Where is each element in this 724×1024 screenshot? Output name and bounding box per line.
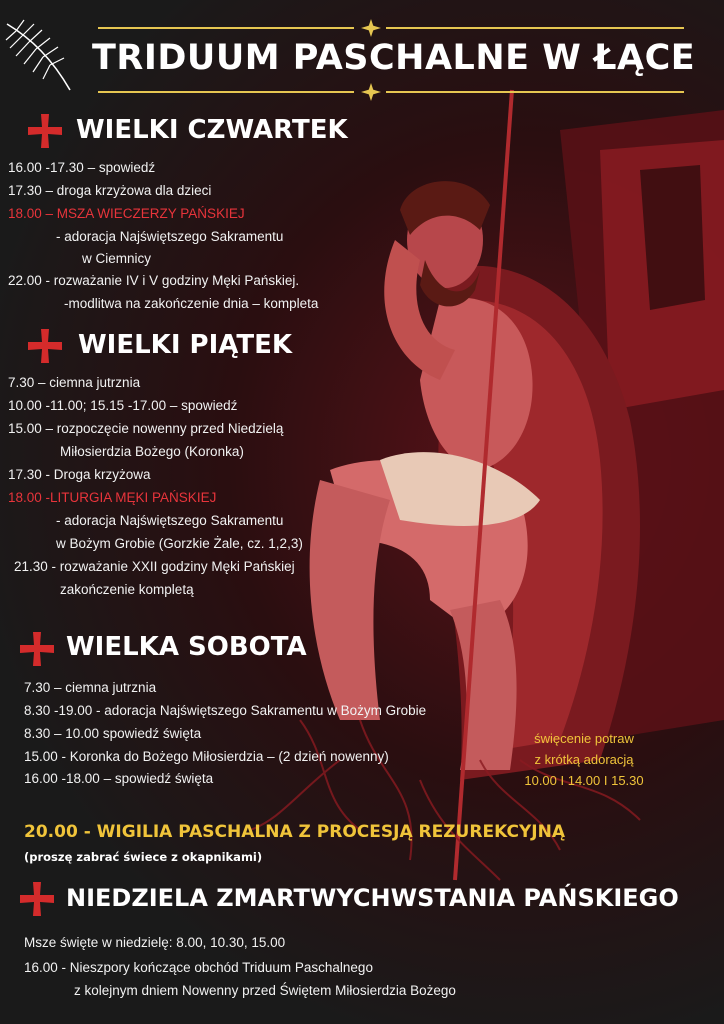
title-rule-top-left: [98, 27, 354, 29]
page-title: TRIDUUM PASCHALNE W ŁĄCE: [92, 38, 696, 78]
list-item: 10.00 -11.00; 15.15 -17.00 – spowiedź: [8, 398, 238, 413]
palm-branch-icon: [2, 14, 76, 94]
heading-saturday: WIELKA SOBOTA: [66, 632, 307, 662]
title-rule-top-right: [386, 27, 684, 29]
list-item: 16.00 -17.30 – spowiedź: [8, 160, 156, 175]
list-item: 17.30 – droga krzyżowa dla dzieci: [8, 183, 212, 198]
list-item: 18.00 -LITURGIA MĘKI PAŃSKIEJ: [8, 490, 217, 505]
list-item: 15.00 – rozpoczęcie nowenny przed Niedzielą: [8, 421, 284, 436]
heading-thursday: WIELKI CZWARTEK: [76, 115, 348, 145]
cross-icon: [18, 880, 56, 918]
list-item: Miłosierdzia Bożego (Koronka): [60, 444, 244, 459]
list-item: - adoracja Najświętszego Sakramentu: [56, 229, 284, 244]
list-item: 7.30 – ciemna jutrznia: [24, 680, 157, 695]
vigil-heading: 20.00 - WIGILIA PASCHALNA Z PROCESJĄ REZUREKCYJNĄ: [24, 822, 565, 842]
list-item: 16.00 - Nieszpory kończące obchód Triduum Paschalnego: [24, 960, 373, 975]
list-item: 8.30 – 10.00 spowiedź święta: [24, 726, 202, 741]
list-item: - adoracja Najświętszego Sakramentu: [56, 513, 284, 528]
title-rule-bottom-right: [386, 91, 684, 93]
list-item: 22.00 - rozważanie IV i V godziny Męki Pańskiej.: [8, 273, 300, 288]
list-item: 16.00 -18.00 – spowiedź święta: [24, 771, 214, 786]
list-item: Msze święte w niedzielę: 8.00, 10.30, 15.00: [24, 935, 286, 950]
list-item: 21.30 - rozważanie XXII godziny Męki Pańskiej: [14, 559, 295, 574]
list-item: z kolejnym dniem Nowenny przed Świętem Miłosierdzia Bożego: [74, 983, 456, 998]
blessing-line: 10.00 I 14.00 I 15.30: [524, 773, 644, 788]
cross-icon: [26, 327, 64, 365]
list-item: 15.00 - Koronka do Bożego Miłosierdzia – (2 dzień nowenny): [24, 749, 389, 764]
list-item: 7.30 – ciemna jutrznia: [8, 375, 141, 390]
cross-icon: [18, 630, 56, 668]
blessing-line: z krótką adoracją: [534, 752, 634, 767]
list-item: -modlitwa na zakończenie dnia – kompleta: [64, 296, 319, 311]
heading-sunday: NIEDZIELA ZMARTWYCHWSTANIA PAŃSKIEGO: [66, 884, 679, 912]
heading-friday: WIELKI PIĄTEK: [78, 330, 293, 360]
list-item: w Ciemnicy: [82, 251, 152, 266]
blessing-line: święcenie potraw: [534, 731, 634, 746]
cross-icon: [26, 112, 64, 150]
ornament-diamond-icon: [360, 82, 382, 102]
list-item: 17.30 - Droga krzyżowa: [8, 467, 151, 482]
list-item: w Bożym Grobie (Gorzkie Żale, cz. 1,2,3): [56, 536, 303, 551]
list-item: zakończenie kompletą: [60, 582, 194, 597]
title-rule-bottom-left: [98, 91, 354, 93]
list-item: 18.00 – MSZA WIECZERZY PAŃSKIEJ: [8, 206, 245, 221]
ornament-diamond-icon: [360, 18, 382, 38]
vigil-note: (proszę zabrać świece z okapnikami): [24, 850, 263, 864]
list-item: 8.30 -19.00 - adoracja Najświętszego Sakramentu w Bożym Grobie: [24, 703, 427, 718]
